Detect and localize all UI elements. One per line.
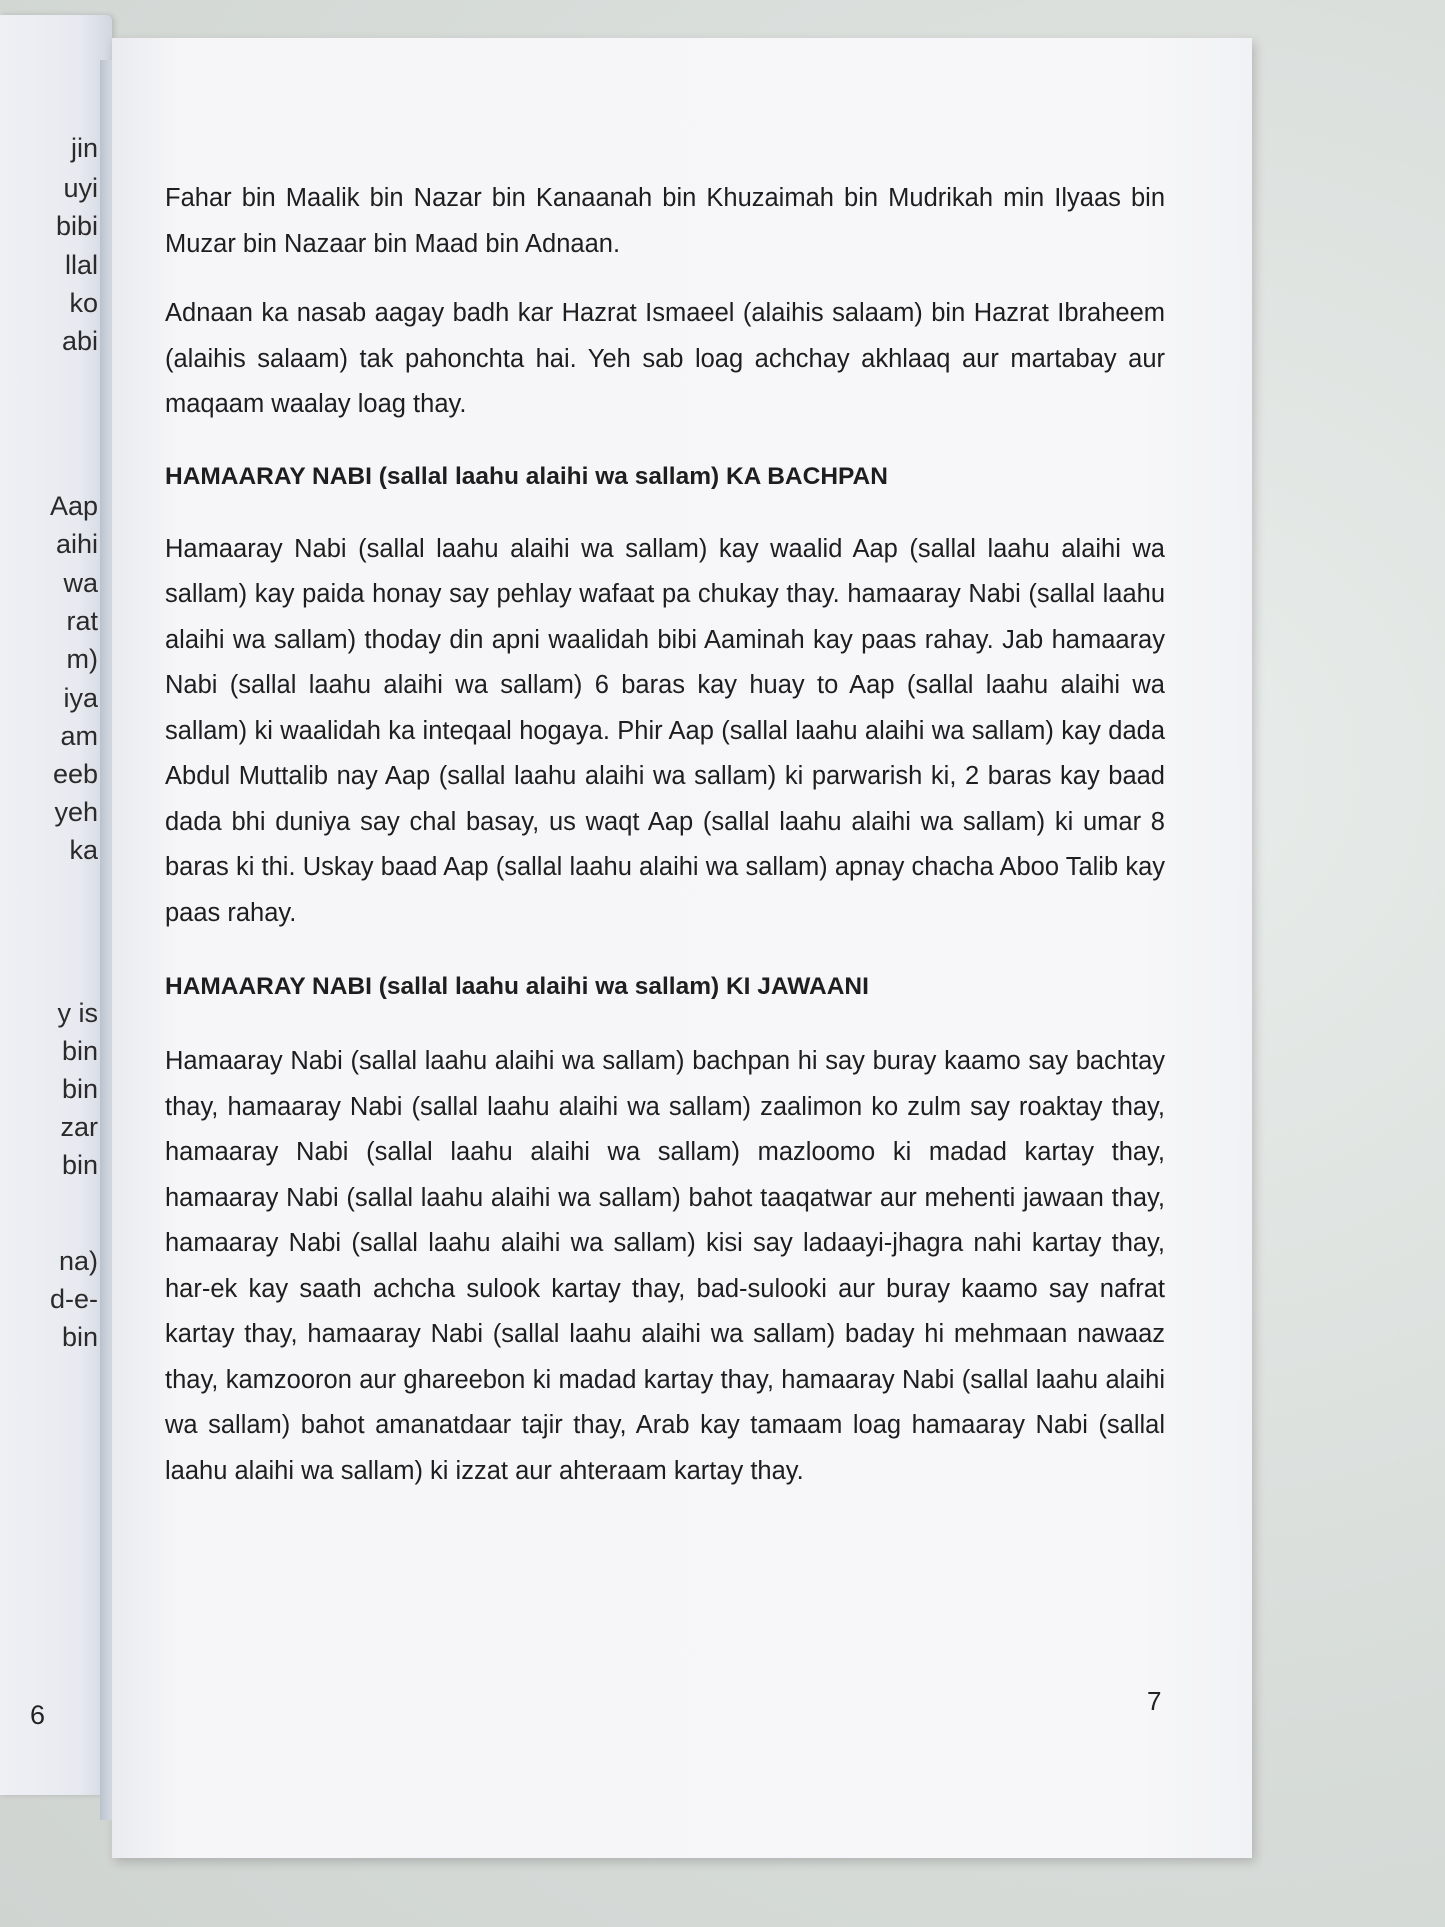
left-text-fragment: aihi	[55, 529, 98, 559]
left-text-fragment: uyi	[63, 173, 98, 203]
left-text-fragment: yeh	[54, 797, 98, 827]
left-text-fragment: wa	[63, 568, 98, 598]
paragraph-lineage: Fahar bin Maalik bin Nazar bin Kanaanah bin Khuzaimah bin Mudrikah min Ilyaas bin Muzar bin Nazaar bin Maad bin Adnaan.	[165, 184, 1165, 258]
left-text-fragment: bin	[61, 1036, 98, 1066]
left-text-fragment: d-e-	[49, 1284, 98, 1314]
heading-jawaani: HAMAARAY NABI (sallal laahu alaihi wa sallam) KI JAWAANI	[165, 973, 869, 1000]
left-text-fragment: bibi	[55, 211, 98, 241]
left-text-fragment: iya	[63, 683, 98, 713]
left-page	[0, 15, 112, 1795]
heading-bachpan: HAMAARAY NABI (sallal laahu alaihi wa sallam) KA BACHPAN	[165, 462, 888, 490]
left-text-fragment: bin	[61, 1074, 98, 1104]
right-page-number: 7	[1147, 1686, 1162, 1716]
left-text-fragment: bin	[61, 1150, 98, 1180]
left-text-fragment: y is	[57, 998, 98, 1028]
left-text-fragment: bin	[61, 1322, 98, 1352]
left-text-fragment: am	[60, 721, 98, 751]
left-text-fragment: ko	[69, 288, 98, 318]
left-text-fragment: abi	[61, 326, 98, 356]
left-text-fragment: llal	[64, 250, 98, 280]
left-text-fragment: Aap	[49, 491, 98, 521]
paragraph-adnaan: Adnaan ka nasab aagay badh kar Hazrat Ismaeel (alaihis salaam) bin Hazrat Ibraheem (alaihis salaam) tak pahonchta hai. Yeh sab loag achchay akhlaaq aur martabay aur maqaam waalay loag thay.	[165, 299, 1165, 418]
paragraph-bachpan: Hamaaray Nabi (sallal laahu alaihi wa sallam) kay waalid Aap (sallal laahu alaihi wa sallam) kay paida honay say pehlay wafaat pa chukay thay. hamaaray Nabi (sallal laahu alaihi wa sallam) thoday din apni waalidah bibi Aaminah kay paas rahay. Jab hamaaray Nabi (sallal laahu alaihi wa sallam) 6 baras kay huay to Aap (sallal laahu alaihi wa sallam) ki waalidah ka inteqaal hogaya. Phir Aap (sallal laahu alaihi wa sallam) kay dada Abdul Muttalib nay Aap (sallal laahu alaihi wa sallam) ki parwarish ki, 2 baras kay baad dada bhi duniya say chal basay, us waqt Aap (sallal laahu alaihi wa sallam) ki umar 8 baras ki thi. Uskay baad Aap (sallal laahu alaihi wa sallam) apnay chacha Aboo Talib kay paas rahay.	[165, 534, 1165, 927]
paragraph-jawaani: Hamaaray Nabi (sallal laahu alaihi wa sallam) bachpan hi say buray kaamo say bachtay thay, hamaaray Nabi (sallal laahu alaihi wa sallam) zaalimon ko zulm say roaktay thay, hamaaray Nabi (sallal laahu alaihi wa sallam) mazloomo ki madad kartay thay, hamaaray Nabi (sallal laahu alaihi wa sallam) bahot taaqatwar aur mehenti jawaan thay, hamaaray Nabi (sallal laahu alaihi wa sallam) kisi say ladaayi-jhagra nahi kartay thay, har-ek kay saath achcha sulook kartay thay, bad-sulooki aur buray kaamo say nafrat kartay thay, hamaaray Nabi (sallal laahu alaihi wa sallam) baday hi mehmaan nawaaz thay, kamzooron aur ghareebon ki madad kartay thay, hamaaray Nabi (sallal laahu alaihi wa sallam) bahot amanatdaar tajir thay, Arab kay tamaam loag hamaaray Nabi (sallal laahu alaihi wa sallam) ki izzat aur ahteraam kartay thay.	[165, 1047, 1165, 1485]
left-text-fragment: na)	[58, 1246, 98, 1276]
left-text-fragment: ka	[69, 835, 98, 865]
left-text-fragment: jin	[70, 133, 98, 163]
right-page	[112, 38, 1252, 1858]
left-text-fragment: rat	[66, 606, 98, 636]
left-page-number: 6	[30, 1700, 46, 1730]
left-text-fragment: zar	[60, 1112, 98, 1142]
left-text-fragment: eeb	[52, 759, 98, 789]
left-text-fragment: m)	[66, 644, 98, 674]
page-content	[165, 176, 1165, 1494]
